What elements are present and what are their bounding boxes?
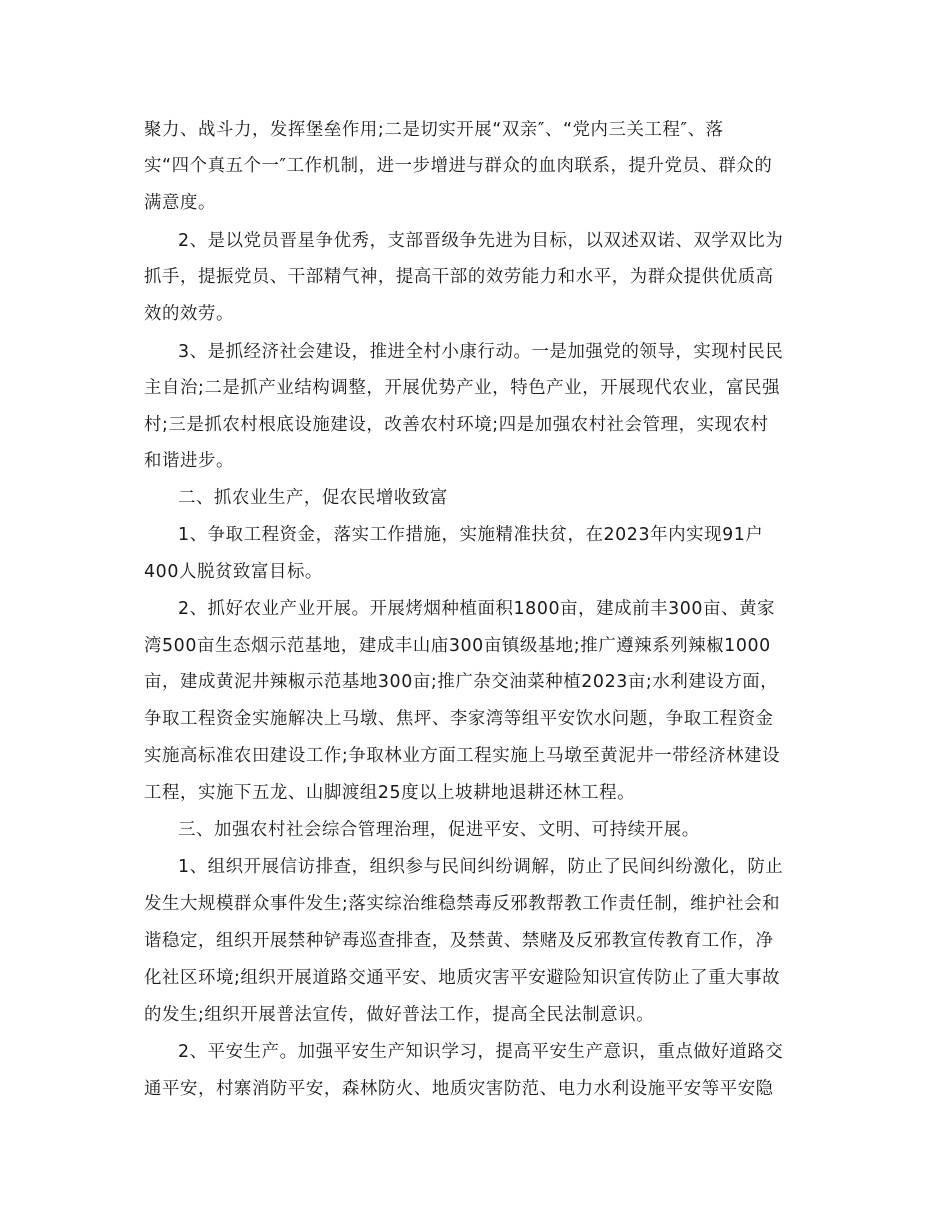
text-line: 的发生;组织开展普法宣传，做好普法工作，提高全民法制意识。 bbox=[144, 1005, 655, 1025]
text-line: 工程，实施下五龙、山脚渡组25度以上坡耕地退耕还林工程。 bbox=[144, 783, 636, 803]
text-line: 效的效劳。 bbox=[144, 304, 234, 324]
paragraph-start-line: 2、抓好农业产业开展。开展烤烟种植面积1800亩，建成前丰300亩、黄家 bbox=[178, 599, 776, 619]
text-line: 400人脱贫致富目标。 bbox=[144, 562, 323, 582]
text-line: 和谐进步。 bbox=[144, 451, 234, 471]
text-line: 满意度。 bbox=[144, 193, 216, 213]
paragraph-start-line: 1、组织开展信访排查，组织参与民间纠纷调解，防止了民间纠纷激化，防止 bbox=[178, 857, 784, 877]
text-line: 实施高标准农田建设工作;争取林业方面工程实施上马墩至黄泥井一带经济林建设 bbox=[144, 746, 781, 766]
text-line: 聚力、战斗力，发挥堡垒作用;二是切实开展“双亲″、“党内三关工程″、落 bbox=[144, 120, 724, 140]
text-line: 化社区环境;组织开展道路交通平安、地质灾害平安避险知识宣传防止了重大事故 bbox=[144, 968, 781, 988]
text-line: 主自治;二是抓产业结构调整，开展优势产业，特色产业，开展现代农业，富民强 bbox=[144, 378, 781, 398]
text-line: 谐稳定，组织开展禁种铲毒巡查排查，及禁黄、禁赌及反邪教宣传教育工作，净 bbox=[144, 931, 774, 951]
section-heading: 三、加强农村社会综合管理治理，促进平安、文明、可持续开展。 bbox=[178, 820, 700, 840]
text-line: 湾500亩生态烟示范基地，建成丰山庙300亩镇级基地;推广遵辣系列辣椒1000 bbox=[144, 636, 771, 656]
text-line: 通平安，村寨消防平安，森林防火、地质灾害防范、电力水利设施平安等平安隐 bbox=[144, 1079, 774, 1099]
paragraph-start-line: 3、是抓经济社会建设，推进全村小康行动。一是加强党的领导，实现村民民 bbox=[178, 342, 784, 362]
text-line: 村;三是抓农村根底设施建设，改善农村环境;四是加强农村社会管理，实现农村 bbox=[144, 415, 769, 435]
paragraph-start-line: 1、争取工程资金，落实工作措施，实施精准扶贫，在2023年内实现91户 bbox=[178, 525, 764, 545]
paragraph-start-line: 2、平安生产。加强平安生产知识学习，提高平安生产意识，重点做好道路交 bbox=[178, 1042, 784, 1062]
text-line: 争取工程资金实施解决上马墩、焦坪、李家湾等组平安饮水问题，争取工程资金 bbox=[144, 709, 774, 729]
text-line: 亩，建成黄泥井辣椒示范基地300亩;推广杂交油菜种植2023亩;水利建设方面， bbox=[144, 672, 779, 692]
paragraph-start-line: 2、是以党员晋星争优秀，支部晋级争先进为目标，以双述双诺、双学双比为 bbox=[178, 231, 784, 251]
section-heading: 二、抓农业生产，促农民增收致富 bbox=[178, 488, 448, 508]
text-line: 实“四个真五个一″工作机制，进一步增进与群众的血肉联系，提升党员、群众的 bbox=[144, 156, 773, 176]
text-line: 抓手，提振党员、干部精气神，提高干部的效劳能力和水平，为群众提供优质高 bbox=[144, 267, 774, 287]
text-line: 发生大规模群众事件发生;落实综治维稳禁毒反邪教帮教工作责任制，维护社会和 bbox=[144, 894, 781, 914]
